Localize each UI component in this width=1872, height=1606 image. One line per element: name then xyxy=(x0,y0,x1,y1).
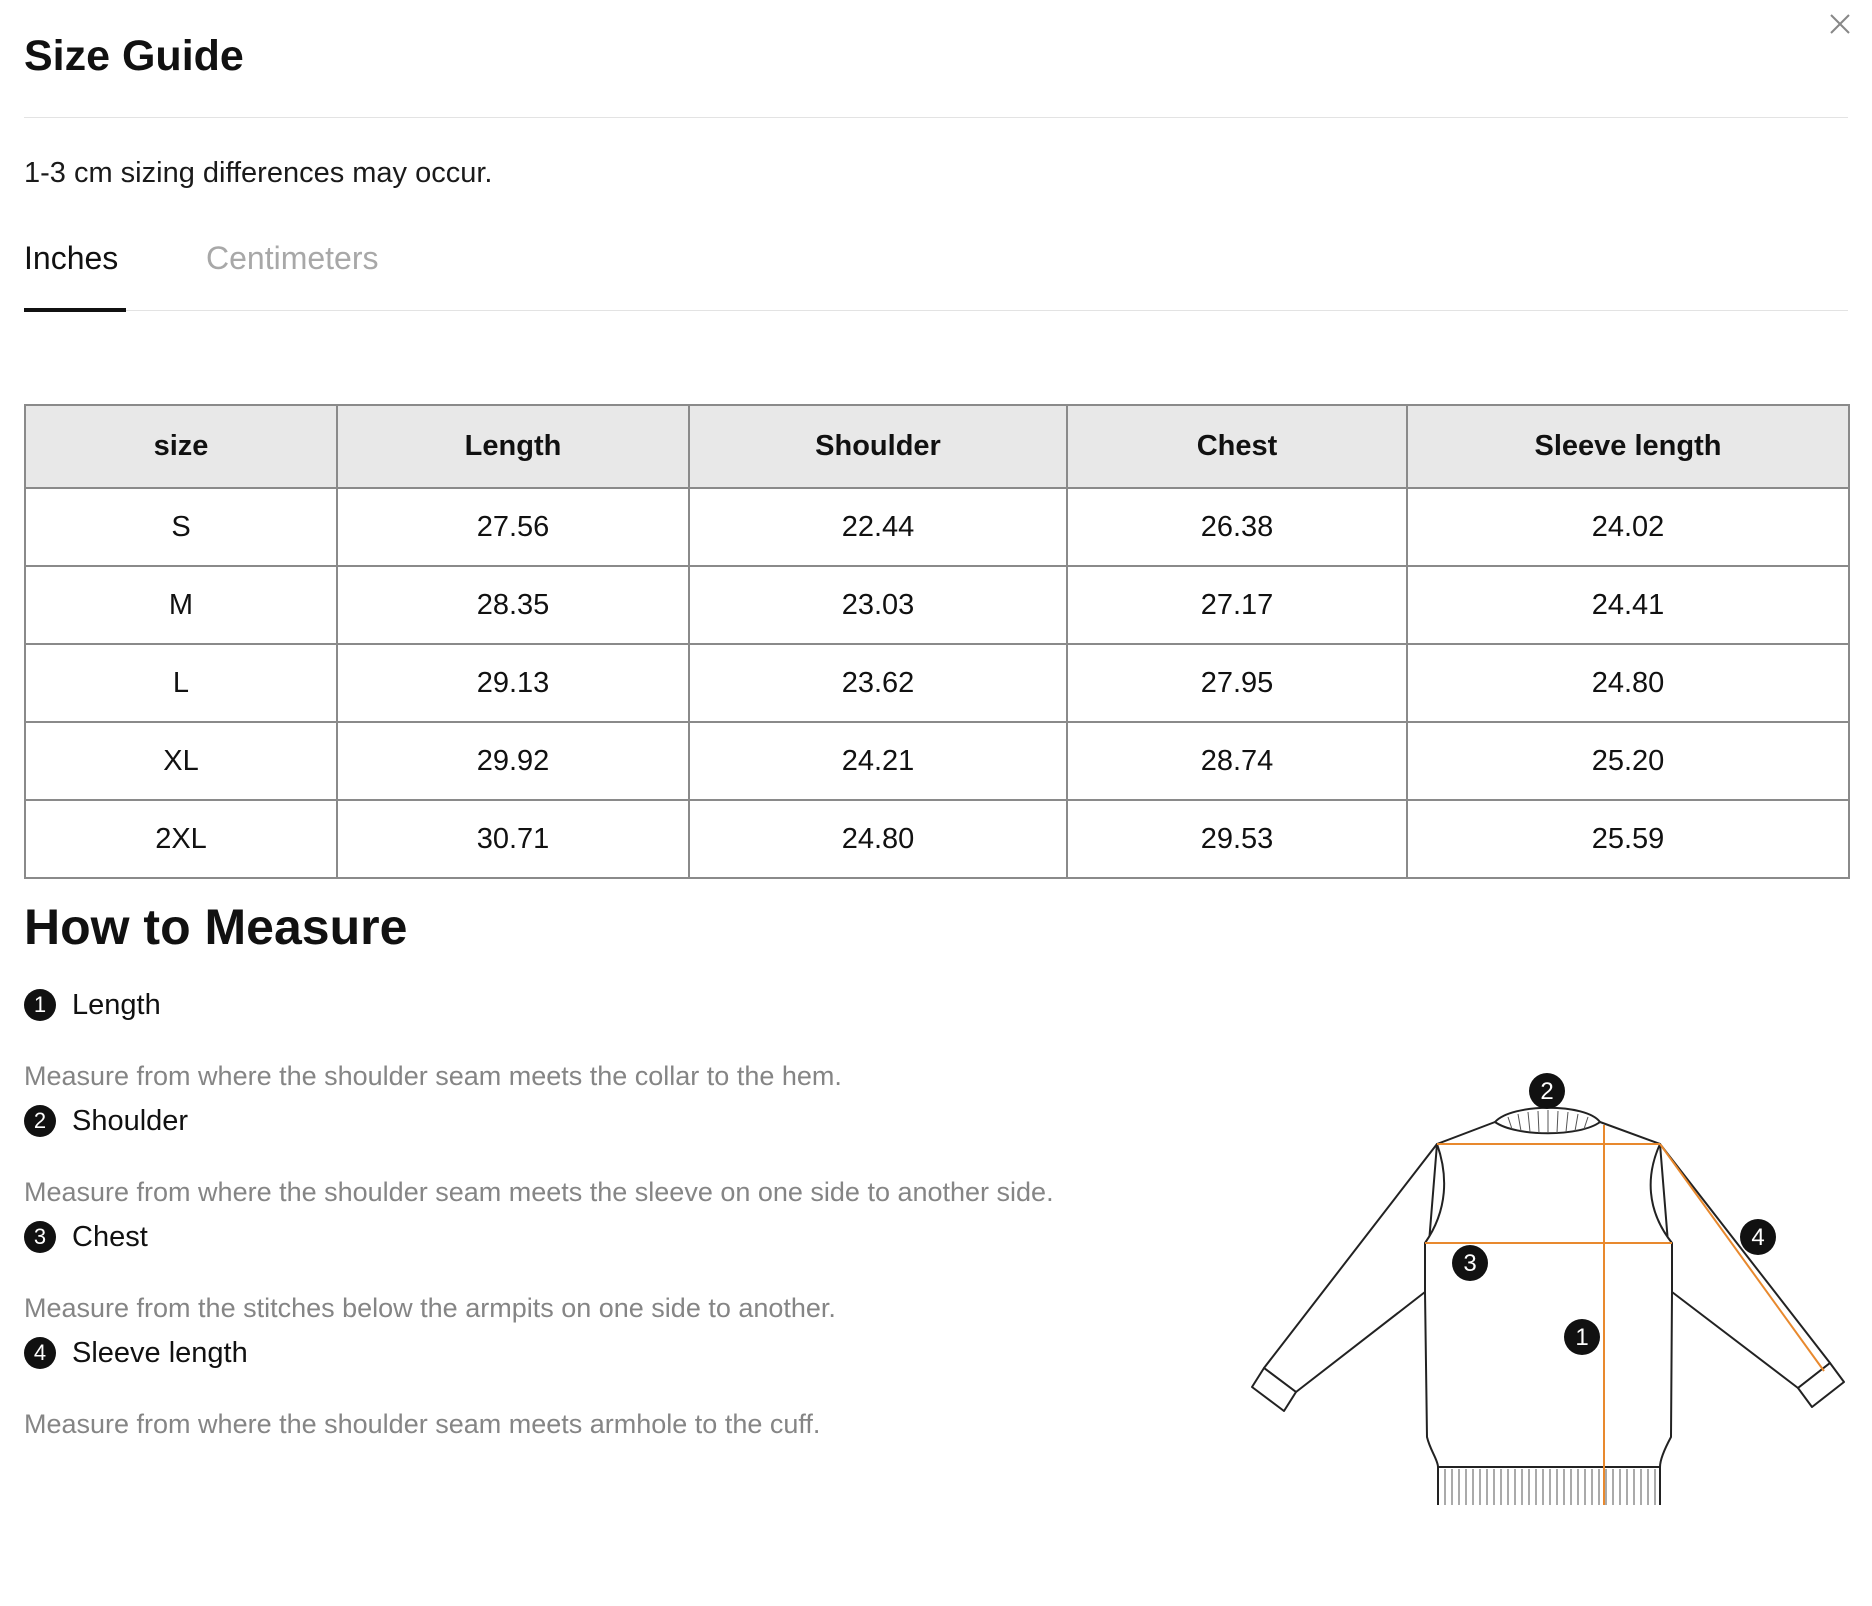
header-chest: Chest xyxy=(1067,405,1407,488)
measure-label: Shoulder xyxy=(72,1104,189,1137)
measure-label: Chest xyxy=(72,1220,148,1253)
number-four-icon: 4 xyxy=(24,1337,56,1369)
table-cell: 25.20 xyxy=(1407,722,1849,800)
table-cell: 29.92 xyxy=(337,722,689,800)
table-row xyxy=(25,800,1849,878)
table-cell: 27.95 xyxy=(1067,644,1407,722)
table-cell: M xyxy=(25,566,337,644)
sizing-note: 1-3 cm sizing differences may occur. xyxy=(24,157,493,189)
table-cell: XL xyxy=(25,722,337,800)
dialog-title: Size Guide xyxy=(24,32,244,80)
table-row xyxy=(25,488,1849,566)
marker-one: 1 xyxy=(1575,1324,1589,1351)
measure-item-length xyxy=(24,985,842,1092)
table-row xyxy=(25,722,1849,800)
table-cell: 29.13 xyxy=(337,644,689,722)
table-row xyxy=(25,566,1849,644)
table-cell: 27.56 xyxy=(337,488,689,566)
measure-description: Measure from where the shoulder seam meets the sleeve on one side to another side. xyxy=(24,1177,1054,1207)
table-cell: 29.53 xyxy=(1067,800,1407,878)
unit-tabs xyxy=(24,232,1848,311)
header-size: size xyxy=(25,405,337,488)
measure-description: Measure from the stitches below the armpits on one side to another. xyxy=(24,1293,836,1323)
table-cell: 24.80 xyxy=(689,800,1067,878)
measure-label: Length xyxy=(72,988,161,1021)
table-cell: 2XL xyxy=(25,800,337,878)
measure-description: Measure from where the shoulder seam meets armhole to the cuff. xyxy=(24,1409,821,1439)
measure-item-shoulder xyxy=(24,1101,1054,1208)
table-cell: 27.17 xyxy=(1067,566,1407,644)
marker-three: 3 xyxy=(1463,1250,1477,1277)
header-sleeve-length: Sleeve length xyxy=(1407,405,1849,488)
marker-two: 2 xyxy=(1540,1078,1554,1105)
table-cell: 24.80 xyxy=(1407,644,1849,722)
how-to-measure-title: How to Measure xyxy=(24,899,408,955)
header-length: Length xyxy=(337,405,689,488)
marker-four: 4 xyxy=(1751,1224,1765,1251)
table-cell: 25.59 xyxy=(1407,800,1849,878)
table-cell: 22.44 xyxy=(689,488,1067,566)
table-cell: 26.38 xyxy=(1067,488,1407,566)
number-two-icon: 2 xyxy=(24,1105,56,1137)
sweater-illustration xyxy=(1250,1065,1850,1505)
dialog-header xyxy=(24,28,1848,84)
number-three-icon: 3 xyxy=(24,1221,56,1253)
sweater-diagram xyxy=(1250,1065,1850,1505)
measure-item-chest xyxy=(24,1217,836,1324)
header-shoulder: Shoulder xyxy=(689,405,1067,488)
table-header-row xyxy=(25,405,1849,488)
table-cell: 23.03 xyxy=(689,566,1067,644)
active-tab-indicator xyxy=(24,308,126,312)
measure-item-sleeve-length xyxy=(24,1333,820,1440)
measure-description: Measure from where the shoulder seam meets the collar to the hem. xyxy=(24,1061,842,1091)
table-cell: 24.02 xyxy=(1407,488,1849,566)
number-one-icon: 1 xyxy=(24,989,56,1021)
table-cell: 24.41 xyxy=(1407,566,1849,644)
table-cell: 28.74 xyxy=(1067,722,1407,800)
table-cell: 24.21 xyxy=(689,722,1067,800)
table-cell: 28.35 xyxy=(337,566,689,644)
size-table xyxy=(24,404,1850,879)
tab-centimeters[interactable]: Centimeters xyxy=(206,240,379,276)
table-cell: S xyxy=(25,488,337,566)
table-cell: 23.62 xyxy=(689,644,1067,722)
measure-label: Sleeve length xyxy=(72,1336,248,1369)
table-cell: 30.71 xyxy=(337,800,689,878)
table-cell: L xyxy=(25,644,337,722)
table-row xyxy=(25,644,1849,722)
header-divider xyxy=(24,117,1848,118)
tab-inches[interactable]: Inches xyxy=(24,240,119,276)
